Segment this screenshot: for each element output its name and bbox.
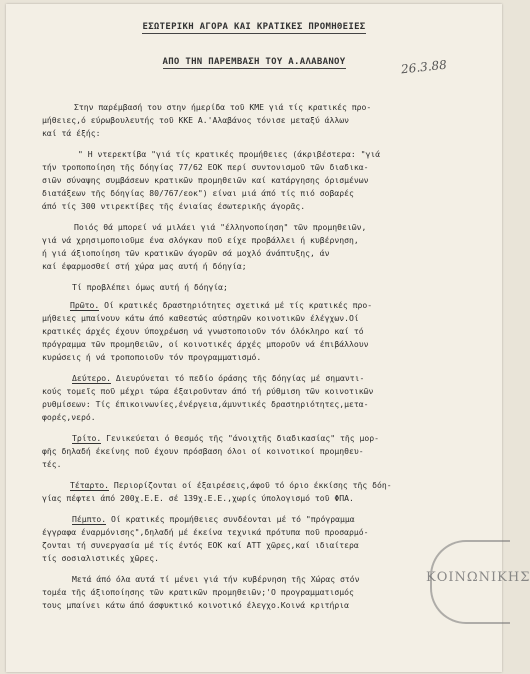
text-line: τίς σοσιαλιστικές χῶρες. [42,553,159,563]
text-line: Πρῶτο. Οί κρατικές δραστηριότητες σχετικά μέ τίς κρατικές προ- [70,300,373,310]
text-line: μήθειες μπαίνουν κάτω άπό καθεστώς αύστηρῶν κοινοτικῶν έλέγχων.Οί [42,313,359,323]
document-page [6,4,530,672]
text-line: Τί προβλέπει όμως αυτή ή δόηγία; [72,282,228,292]
text-line: σιῶν σύναψης συμβάσεων κρατικῶν προμηθειῶν καί κατάργησης όρισμένων [42,175,369,185]
text-line: γίας πέφτει άπό 200χ.Ε.Ε. σέ 139χ.Ε.Ε.,χωρίς ύπολογισμό τοῦ ΦΠΑ. [42,493,354,503]
text-line: Τρίτο. Γενικεύεται ό θεσμός τῆς "άνοιχτῆς διαδικασίας" τῆς μορ- [72,433,380,443]
text-line: φῆς δηλαδή έκείνης ποῦ έχουν πρόσβαση όλοι οί κοινοτικοί προμηθευ- [42,446,364,456]
text-line: Μετά άπό όλα αυτά τί μένει γιά τήν κυβέρνηση τῆς Χώρας στόν [72,574,360,584]
document-subtitle: ΑΠΟ ΤΗΝ ΠΑΡΕΜΒΑΣΗ ΤΟΥ Α.ΑΛΑΒΑΝΟΥ [162,57,346,67]
text-line: καί τά έξής: [42,128,101,138]
text-line: άπό τίς 300 ντιρεκτίβες τῆς ένιαίας έσωτερικῆς άγορᾶς. [42,201,306,211]
text-line: τές. [42,459,62,469]
text-line: κρατικές άρχές έχουν ύποχρέωση νά γνωστοποιοῦν τόν όλόκληρο καί τό [42,326,364,336]
text-line: κυρώσεις ή νά τροποποιοῦν τόν προγραμματισμό. [42,352,262,362]
text-line: φορές,νερό. [42,412,96,422]
document-title: ΕΣΩΤΕΡΙΚΗ ΑΓΟΡΑ ΚΑΙ ΚΡΑΤΙΚΕΣ ΠΡΟΜΗΘΕΙΕΣ [142,22,366,32]
text-line: διατάξεων τῆς δόηγίας 80/767/εοκ") είναι μιά άπό τίς πιό σοβαρές [42,188,354,198]
handwritten-date: 26.3.88 [400,57,448,77]
text-line: Στην παρέμβασή του στην ήμερίδα τοῦ ΚΜΕ γιά τίς κρατικές προ- [74,102,372,112]
text-line: Πέμπτο. Οί κρατικές προμήθειες συνδέονται μέ τό "πρόγραμμα [72,514,355,524]
text-line: " Η ντερεκτίβα "γιά τίς κρατικές προμήθειες (άκριβέστερα: "γιά [78,149,381,159]
text-line: ρυθμίσεων: Τίς έπικοινωνίες,ένέργεια,άμυντικές δραστηριότητες,μετα- [42,399,369,409]
text-line: γιά νά χρησιμοποιοῦμε ένα σλόγκαν ποῦ είχε προβάλλει ή κυβέρνηση, [42,235,359,245]
text-line: Ποιός θά μπορεί νά μιλάει γιά "έλληνοποίηση" τῶν προμηθειῶν, [74,222,367,232]
text-line: τήν τροποποίηση τῆς δόηγίας 77/62 ΕΟΚ περί συντονισμοῦ τῶν διαδικα- [42,162,369,172]
text-line: έγγραφα έναρμόνισης",δηλαδή μέ έκείνα τεχνικά πρότυπα ποῦ προσαρμό- [42,527,369,537]
text-line: τομέα τῆς άξιοποίησης τῶν κρατικῶν προμηθειῶν;'Ο προγραμματισμός [42,587,354,597]
text-line: καί έφαρμοσθεί στή χώρα μας αυτή ή δόηγία; [42,261,247,271]
text-line: ζονται τή συνεργασία μέ τίς έντός ΕΟΚ καί ΑΤΤ χῶρες,καί ιδιαίτερα [42,540,359,550]
text-line: κούς τομεῖς ποῦ μέχρι τώρα έξαιροῦνταν άπό τή ρύθμιση τῶν κοινοτικῶν [42,386,374,396]
text-line: πρόγραμμα τῶν προμηθειῶν, οί κοινοτικές άρχές μποροῦν νά έπιβάλλουν [42,339,369,349]
text-line: Δεύτερο. Διευρύνεται τό πεδίο όράσης τῆς δόηγίας μέ σημαντι- [72,373,365,383]
archive-stamp-label: ΚΟΙΝΩΝΙΚΗΣ [426,570,530,585]
text-line: ή γιά άξιοποίηση τῶν κρατικῶν άγορῶν σά μοχλό άνάπτυξης, άν [42,248,330,258]
text-line: Τέταρτο. Περιορίζονται οί έξαιρέσεις,άφοῦ τό όριο έκκίσης τῆς δόη- [70,480,392,490]
text-line: μήθειες,ό εύρωβουλευτής τοῦ ΚΚΕ Α.'Αλαβάνος τόνισε μεταξύ άλλων [42,115,349,125]
text-line: τους μπαίνει κάτω άπό άσφυκτικό κοινοτικό έλεγχο.Κοινά κριτήρια [42,600,349,610]
